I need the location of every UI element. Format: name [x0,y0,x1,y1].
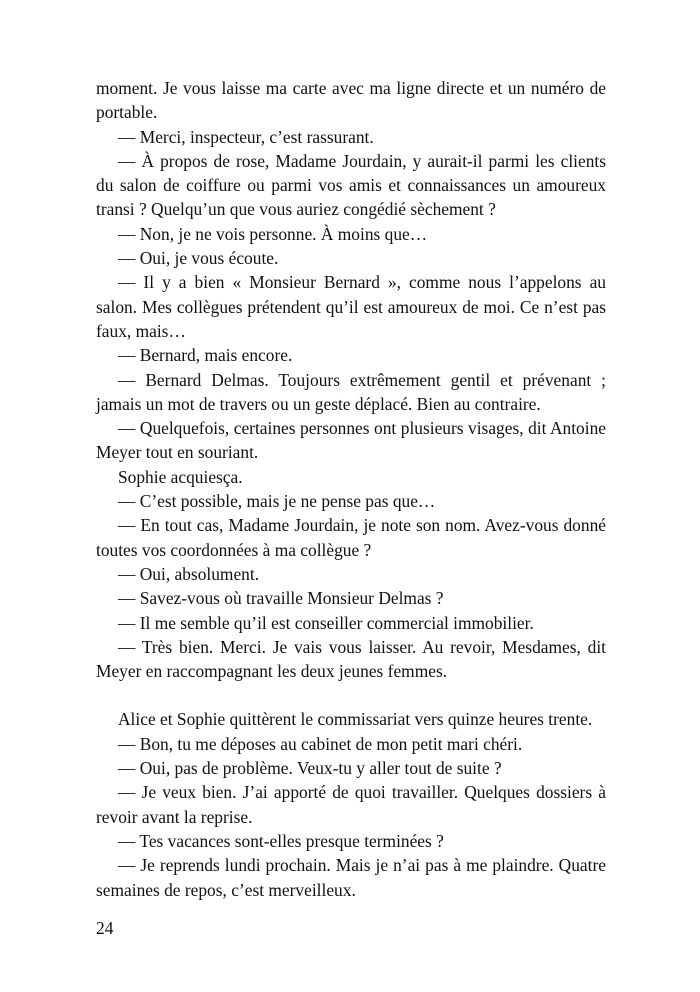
paragraph: moment. Je vous laisse ma carte avec ma ligne directe et un numéro de portable. [96,78,606,123]
paragraph: — Merci, inspecteur, c’est rassurant. [118,126,374,147]
page-number: 24 [96,918,114,938]
paragraph: — Bernard, mais encore. [118,345,293,366]
paragraph: — À propos de rose, Madame Jourdain, y aurait-il parmi les clients du salon de coiffure ou parmi vos amis et connaissances un amoureux transi ? Quelqu’un que vous auriez congédié sèchement ? [96,150,606,220]
paragraph: — Très bien. Merci. Je vais vous laisser. Au revoir, Mesdames, dit Meyer en raccompagnant les deux jeunes femmes. [96,636,606,682]
paragraph: — Quelquefois, certaines personnes ont plusieurs visages, dit Antoine Meyer tout en souriant. [96,418,606,463]
paragraph: — Je veux bien. J’ai apporté de quoi travailler. Quelques dossiers à revoir avant la reprise. [96,782,606,827]
paragraph: — Il me semble qu’il est conseiller commercial immobilier. [118,612,534,633]
paragraph: — Bernard Delmas. Toujours extrêmement gentil et prévenant ; jamais un mot de travers ou un geste déplacé. Bien au contraire. [96,369,606,414]
paragraph: — En tout cas, Madame Jourdain, je note son nom. Avez-vous donné toutes vos coordonnées à ma collègue ? [96,515,606,560]
paragraph: — C’est possible, mais je ne pense pas que… [118,491,436,512]
paragraph: — Il y a bien « Monsieur Bernard », comme nous l’appelons au salon. Mes collègues prétendent qu’il est amoureux de moi. Ce n’est pas faux, mais… [96,272,606,341]
paragraph: Sophie acquiesça. [118,466,243,487]
page-body [96,76,606,902]
paragraph: — Je reprends lundi prochain. Mais je n’ai pas à me plaindre. Quatre semaines de repos, c’est merveilleux. [96,855,606,900]
paragraph: — Oui, pas de problème. Veux-tu y aller tout de suite ? [118,758,502,779]
paragraph: — Savez-vous où travaille Monsieur Delmas ? [118,588,444,609]
paragraph: — Oui, absolument. [118,563,260,584]
paragraph: — Bon, tu me déposes au cabinet de mon petit mari chéri. [118,733,523,754]
section-break [96,683,606,707]
paragraph: — Non, je ne vois personne. À moins que… [118,223,428,244]
paragraph: Alice et Sophie quittèrent le commissariat vers quinze heures trente. [118,709,593,730]
paragraph: — Tes vacances sont-elles presque terminées ? [118,830,444,851]
paragraph: — Oui, je vous écoute. [118,248,279,269]
